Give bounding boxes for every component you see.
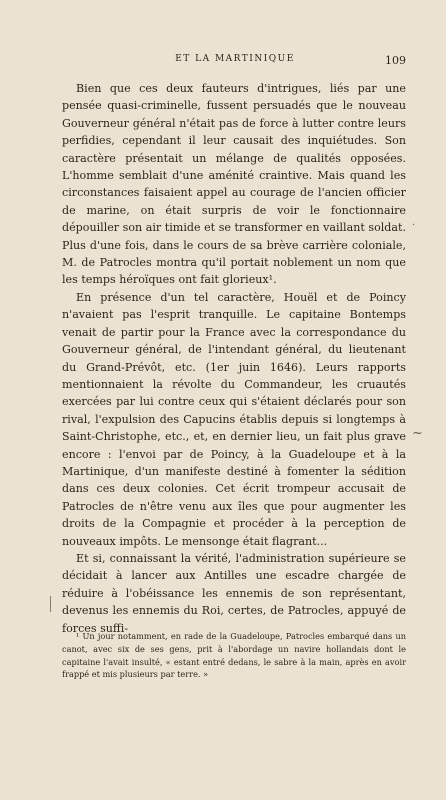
- margin-mark-tilde: ~: [412, 426, 423, 441]
- footnote-text: ¹ Un jour notamment, en rade de la Guadeloupe, Patrocles embarqué dans un canot, avec six de ses gens, prit à l'abordage un navire hollandais dont le capitaine l'avait insulté, « estant entré dedans, le sabre à la main, après en avoir frappé et mis plusieurs par terre. »: [62, 631, 406, 680]
- margin-mark-dot: ·: [412, 220, 416, 231]
- page-number: 109: [385, 54, 406, 67]
- footnote-separator: [62, 627, 406, 629]
- running-header: [64, 54, 406, 68]
- main-text: [62, 80, 406, 637]
- paragraph-2: En présence d'un tel caractère, Houël et de Poincy n'avaient pas l'esprit tranquille. Le capitaine Bontemps venait de partir pour la France avec la correspondance du Gouverneur général, de l'intendant général, du lieutenant du Grand-Prévôt, etc. (1er juin 1646). Leurs rapports mentionnaient la révolte du Commandeur, les cruautés exercées par lui contre ceux qui s'étaient déclarés pour son rival, l'expulsion des Capucins établis depuis si longtemps à Saint-Christophe, etc., et, en dernier lieu, un fait plus grave encore : l'envoi par de Poincy, à la Guadeloupe et à la Martinique, d'un manifeste destiné à fomenter la sédition dans ces deux colonies. Cet écrit trompeur accusait de Patrocles de n'être venu aux îles que pour augmenter les droits de la Compagnie et procéder à la perception de nouveaux impôts. Le mensonge était flagrant...: [62, 290, 406, 548]
- running-title: ET LA MARTINIQUE: [175, 54, 295, 64]
- margin-pencil-stroke: [50, 596, 51, 612]
- footnote: [62, 630, 406, 681]
- paragraph-1: Bien que ces deux fauteurs d'intrigues, liés par une pensée quasi-criminelle, fussent persuadés que le nouveau Gouverneur général n'était pas de force à lutter contre leurs perfidies, cependant il leur causait des inquiétudes. Son caractère présentait un mélange de qualités opposées. L'homme semblait d'une aménité craintive. Mais quand les circonstances faisaient appel au courage de l'ancien officier de marine, on était surpris de voir le fonctionnaire dépouiller son air timide et se transformer en vaillant soldat. Plus d'une fois, dans le cours de sa brève carrière coloniale, M. de Patrocles montra qu'il portait noblement un nom que les temps héroïques ont fait glorieux¹.: [62, 82, 406, 287]
- paragraph-3: Et si, connaissant la vérité, l'administration supérieure se décidait à lancer aux Antilles une escadre chargée de réduire à l'obéissance les ennemis de son représentant, devenus les ennemis du Roi, certes, de Patrocles, appuyé de forces suffi-: [62, 551, 406, 635]
